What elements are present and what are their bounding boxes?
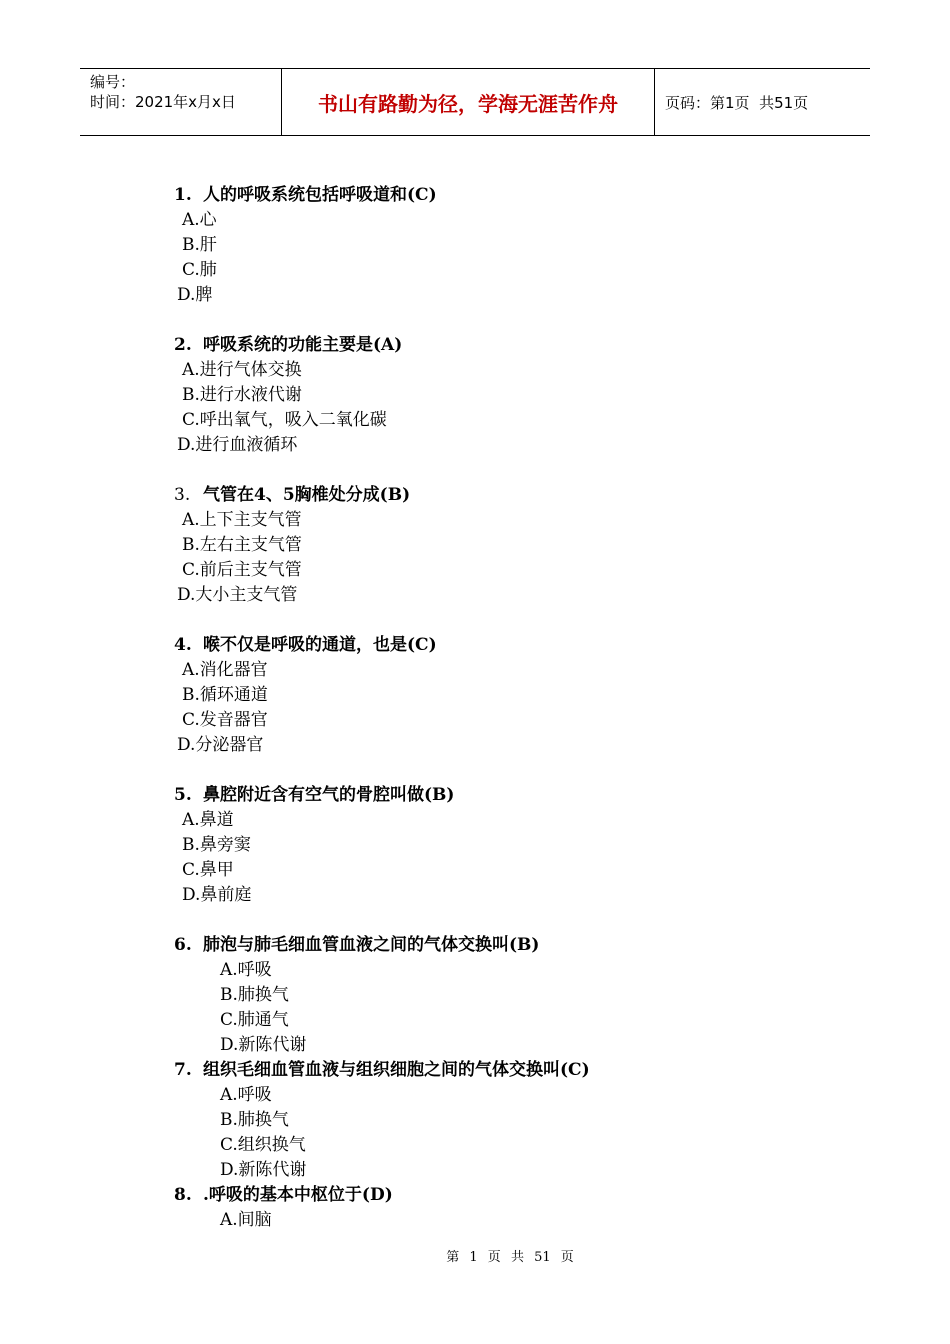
question-number: 8. <box>174 1185 192 1205</box>
option: D.脾 <box>177 285 213 305</box>
date-label: 时间：2021年x月x日 <box>90 93 236 111</box>
header-motto: 书山有路勤为径，学海无涯苦作舟 <box>282 69 655 135</box>
question-number: 4. <box>174 635 192 655</box>
page-footer <box>0 1246 950 1265</box>
question-number: 6. <box>174 935 192 955</box>
question-text: 人的呼吸系统包括呼吸道和(C) <box>203 185 437 205</box>
option: A.上下主支气管 <box>182 510 302 530</box>
option: B.左右主支气管 <box>182 535 302 555</box>
option: D.大小主支气管 <box>177 585 298 605</box>
option: B.进行水液代谢 <box>182 385 302 405</box>
question-number: 3. <box>174 485 191 505</box>
footer-text: 共 <box>510 1250 524 1265</box>
footer-text: 页 <box>560 1250 574 1265</box>
option: B.肺换气 <box>220 985 289 1005</box>
question-number: 5. <box>174 785 192 805</box>
question-text: 呼吸系统的功能主要是(A) <box>203 335 403 355</box>
option: D.新陈代谢 <box>220 1160 307 1180</box>
question-text: 喉不仅是呼吸的通道，也是(C) <box>203 635 437 655</box>
option: A.进行气体交换 <box>182 360 302 380</box>
option: D.鼻前庭 <box>182 885 252 905</box>
footer-text: 页 <box>487 1250 501 1265</box>
option: B.肺换气 <box>220 1110 289 1130</box>
option: A.消化器官 <box>182 660 268 680</box>
footer-text: 第 <box>446 1250 460 1265</box>
option: B.鼻旁窦 <box>182 835 251 855</box>
question-2 <box>174 333 590 458</box>
option: C.鼻甲 <box>182 860 234 880</box>
question-1 <box>174 183 590 308</box>
question-text: 鼻腔附近含有空气的骨腔叫做(B) <box>203 785 455 805</box>
question-5 <box>174 783 590 908</box>
option: C.肺通气 <box>220 1010 289 1030</box>
header-page-info <box>655 69 870 135</box>
page-info-text: 页码：第1页 共51页 <box>665 93 809 112</box>
option: A.心 <box>182 210 217 230</box>
question-number: 2. <box>174 335 192 355</box>
question-number: 1. <box>174 185 192 205</box>
option: C.组织换气 <box>220 1135 306 1155</box>
option: C.肺 <box>182 260 217 280</box>
question-text: 组织毛细血管血液与组织细胞之间的气体交换叫(C) <box>203 1060 590 1080</box>
option: A.呼吸 <box>220 1085 272 1105</box>
footer-page-number: 1 <box>469 1250 478 1265</box>
question-list <box>174 183 590 1233</box>
option: C.呼出氧气，吸入二氧化碳 <box>182 410 387 430</box>
option: D.新陈代谢 <box>220 1035 307 1055</box>
option: C.发音器官 <box>182 710 268 730</box>
question-8 <box>174 1183 590 1233</box>
option: D.分泌器官 <box>177 735 264 755</box>
question-7 <box>174 1058 590 1183</box>
option: B.循环通道 <box>182 685 268 705</box>
question-text: 气管在4、5胸椎处分成(B) <box>203 485 411 505</box>
question-6 <box>174 933 590 1058</box>
question-text: 肺泡与肺毛细血管血液之间的气体交换叫(B) <box>203 935 540 955</box>
header-meta <box>80 69 282 135</box>
option: A.鼻道 <box>182 810 234 830</box>
option: C.前后主支气管 <box>182 560 302 580</box>
question-text: .呼吸的基本中枢位于(D) <box>203 1185 393 1205</box>
serial-label: 编号： <box>90 73 136 91</box>
question-number: 7. <box>174 1060 192 1080</box>
option: D.进行血液循环 <box>177 435 298 455</box>
page-header <box>80 68 870 136</box>
question-3 <box>174 483 590 608</box>
footer-total-pages: 51 <box>534 1250 551 1265</box>
option: A.呼吸 <box>220 960 272 980</box>
question-4 <box>174 633 590 758</box>
option: B.肝 <box>182 235 217 255</box>
option: A.间脑 <box>220 1210 272 1230</box>
